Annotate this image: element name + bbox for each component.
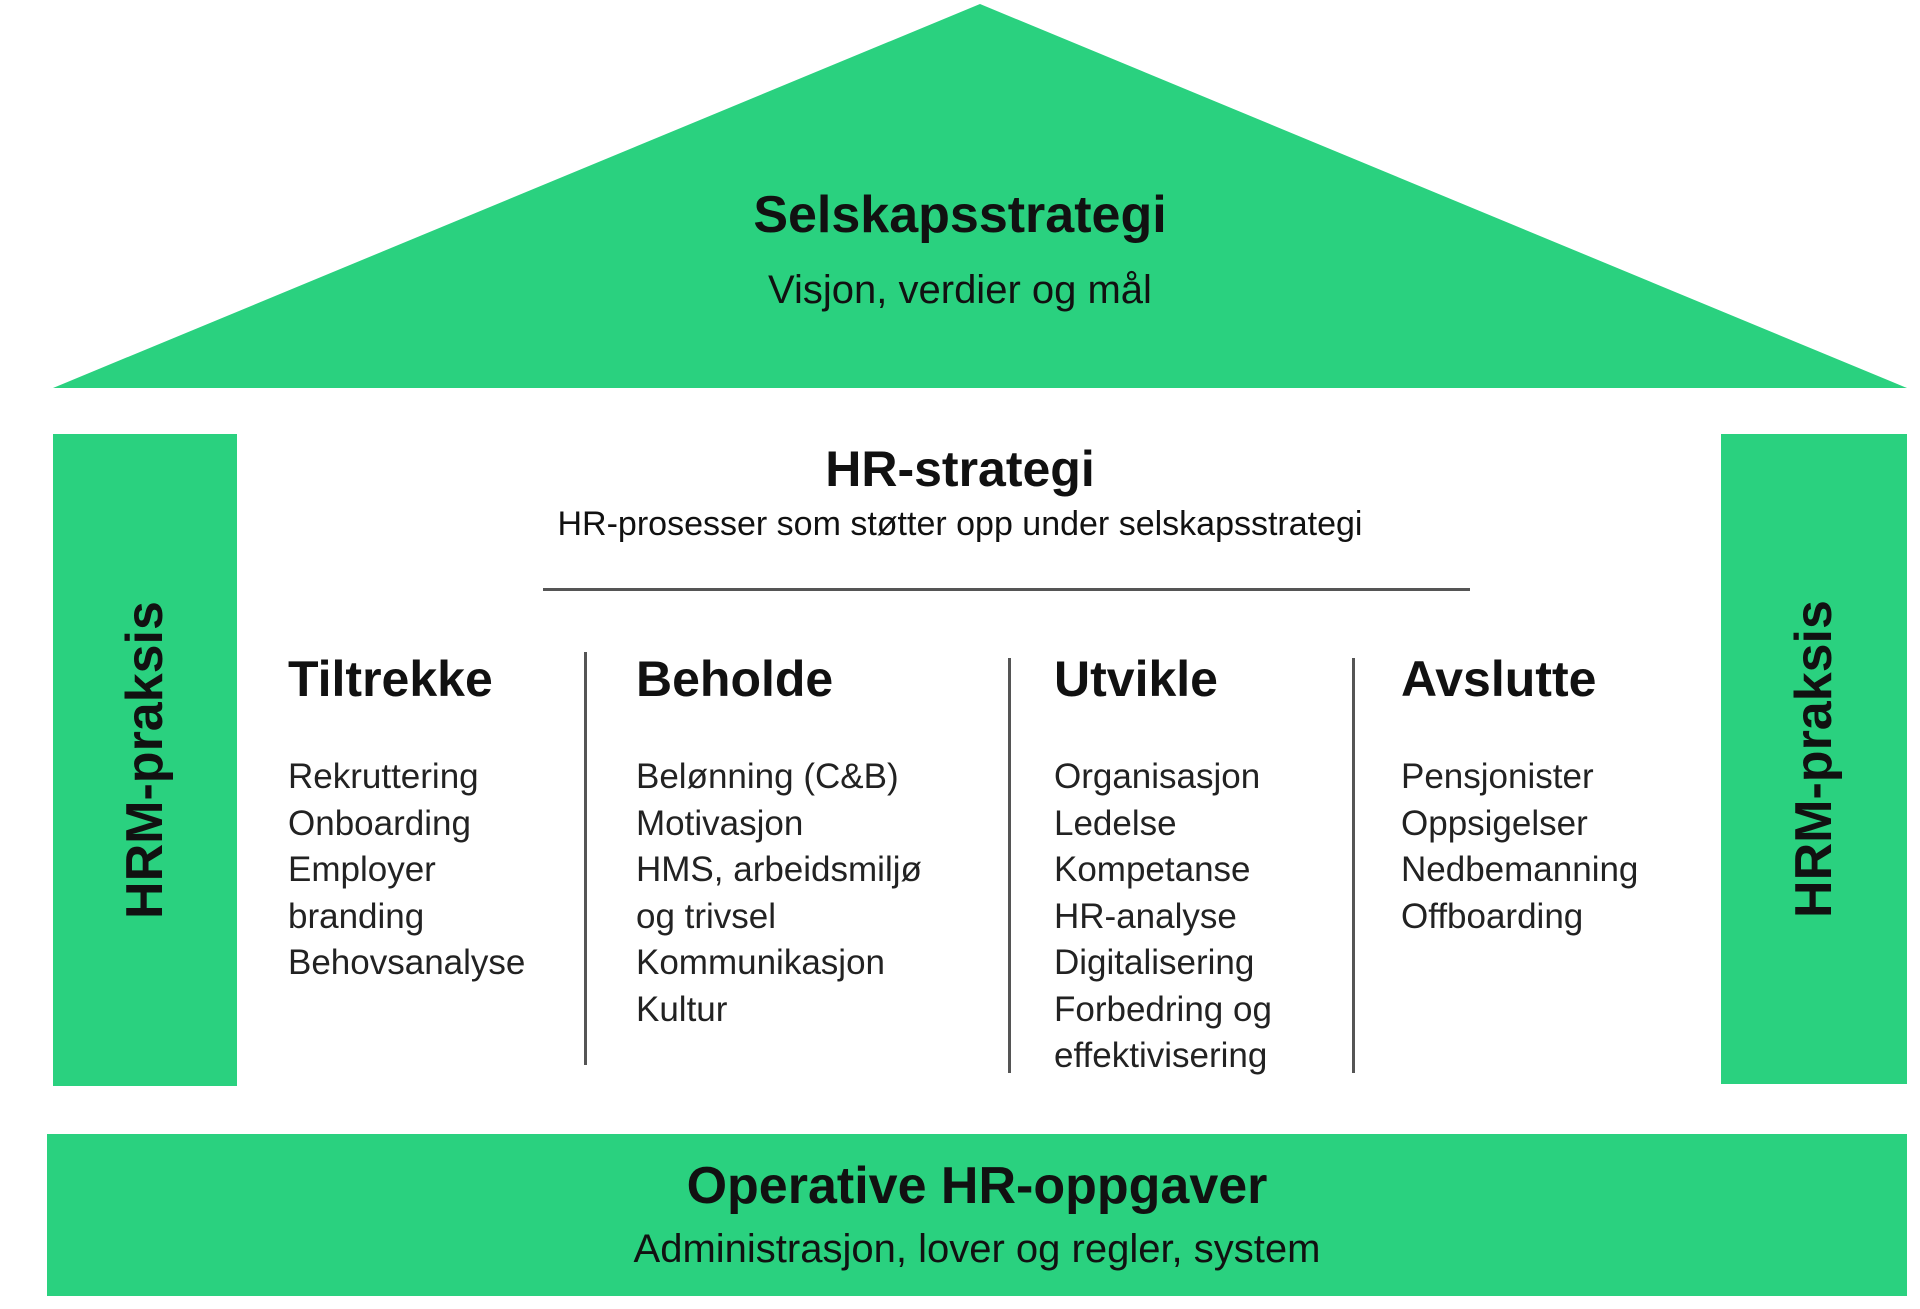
list-item: Onboarding	[288, 803, 471, 843]
column-divider-1	[584, 652, 587, 1065]
list-item: Motivasjon	[636, 803, 804, 843]
list-item: Offboarding	[1401, 896, 1584, 936]
list-item: Organisasjon	[1054, 757, 1261, 796]
column-item-list	[1401, 754, 1711, 940]
list-item: Kompetanse	[1054, 850, 1251, 889]
list-item: Digitalisering	[1054, 943, 1255, 982]
list-item: HMS, arbeidsmiljø	[636, 850, 922, 889]
list-item: Rekruttering	[288, 757, 479, 796]
list-item: Kommunikasjon	[636, 943, 885, 982]
roof-title: Selskapsstrategi	[753, 186, 1167, 244]
hr-strategy-subtitle: HR-prosesser som støtter opp under selskapsstrategi	[557, 505, 1363, 543]
list-item: Kultur	[636, 989, 728, 1029]
column-heading: Tiltrekke	[288, 651, 493, 707]
left-pillar	[53, 434, 237, 1086]
list-item: Oppsigelser	[1401, 803, 1588, 843]
column-beholde	[636, 650, 996, 1033]
list-item: Behovsanalyse	[288, 943, 526, 982]
list-item: HR-analyse	[1054, 896, 1237, 936]
right-pillar	[1721, 434, 1907, 1084]
hr-strategy-divider	[543, 588, 1470, 591]
list-item: Employer	[288, 850, 436, 889]
column-heading: Utvikle	[1054, 651, 1218, 707]
foundation-subtitle: Administrasjon, lover og regler, system	[633, 1227, 1321, 1271]
column-divider-2	[1008, 658, 1011, 1073]
hr-strategy-title: HR-strategi	[825, 441, 1095, 497]
column-heading: Beholde	[636, 651, 834, 707]
list-item: branding	[288, 896, 425, 936]
column-avslutte	[1401, 650, 1711, 940]
roof-subtitle: Visjon, verdier og mål	[768, 268, 1152, 312]
list-item: Pensjonister	[1401, 757, 1594, 796]
list-item: Forbedring og	[1054, 989, 1272, 1029]
list-item: Belønning (C&B)	[636, 757, 899, 796]
column-tiltrekke	[288, 650, 568, 987]
foundation-title: Operative HR-oppgaver	[686, 1157, 1268, 1215]
list-item: Nedbemanning	[1401, 850, 1639, 889]
right-pillar-label: HRM-praksis	[1785, 600, 1843, 918]
column-item-list	[1054, 754, 1344, 1080]
list-item: effektivisering	[1054, 1036, 1268, 1075]
column-utvikle	[1054, 650, 1344, 1080]
column-heading: Avslutte	[1401, 651, 1597, 707]
foundation-block	[47, 1134, 1907, 1296]
column-divider-3	[1352, 658, 1355, 1073]
left-pillar-label: HRM-praksis	[116, 601, 174, 919]
column-item-list	[288, 754, 568, 987]
column-item-list	[636, 754, 996, 1033]
list-item: Ledelse	[1054, 803, 1177, 843]
list-item: og trivsel	[636, 896, 777, 936]
